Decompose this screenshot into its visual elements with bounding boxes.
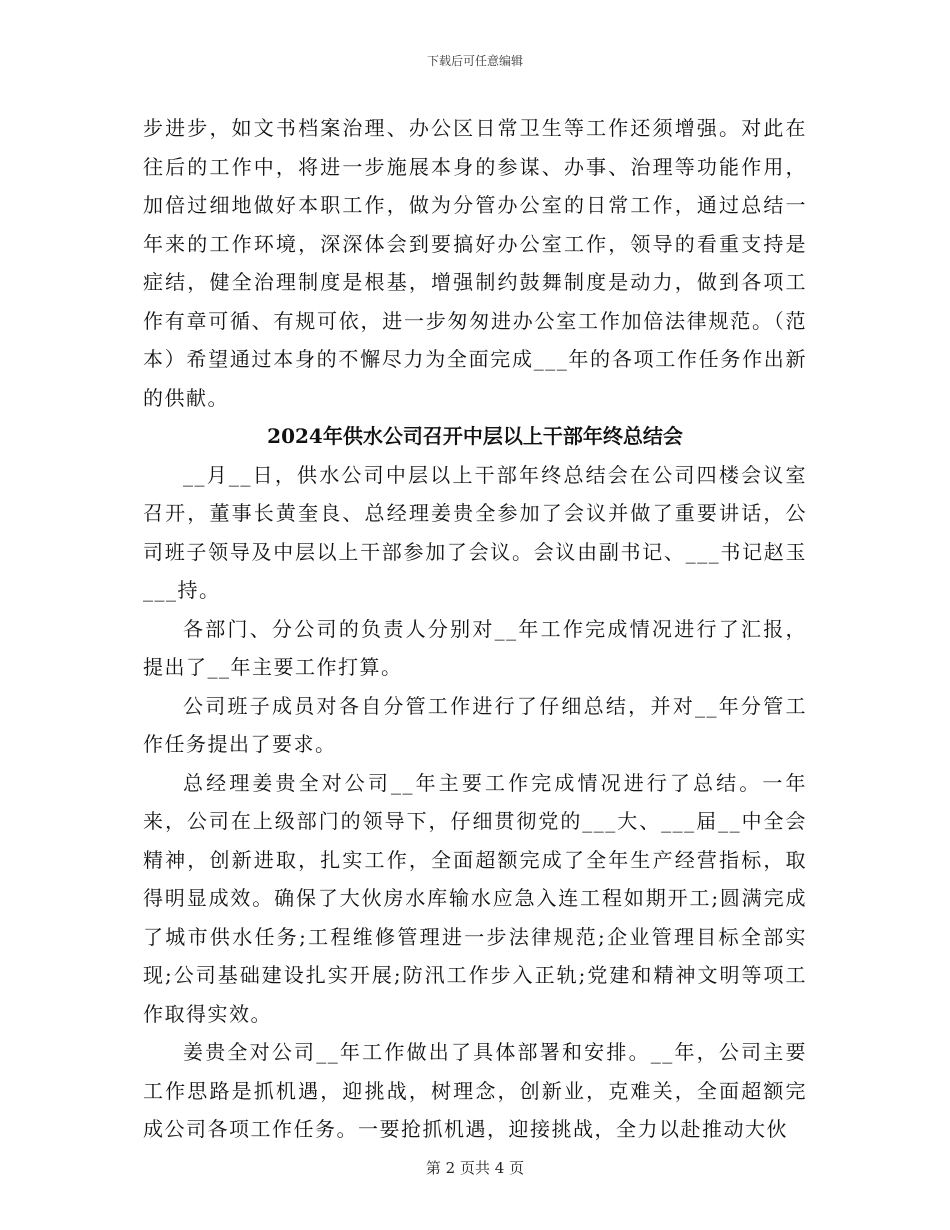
paragraph: 总经理姜贵全对公司__年主要工作完成情况进行了总结。一年来，公司在上级部门的领导下，仔细贯彻党的___大、___届__中全会精神，创新进取，扎实工作，全面超额完成了全年生产经营指标，取得明显成效。确保了大伙房水库输水应急入连工程如期开工;圆满完成了城市供水任务;工程维修管理进一步法律规范;企业管理目标全部实现;公司基础建设扎实开展;防汛工作步入正轨;党建和精神文明等项工作取得实效。 (143, 770, 807, 1026)
page-header: 下载后可任意编辑 (426, 54, 523, 68)
page-number: 第 2 页共 4 页 (425, 1159, 525, 1177)
paragraph: 姜贵全对公司__年工作做出了具体部署和安排。__年，公司主要工作思路是抓机遇，迎挑战，树理念，创新业，克难关，全面超额完成公司各项工作任务。一要抢抓机遇，迎接挑战，全力以赴推动大伙 (143, 1040, 807, 1141)
article-title: 2024年供水公司召开中层以上干部年终总结会 (267, 424, 683, 448)
paragraph: 公司班子成员对各自分管工作进行了仔细总结，并对__年分管工作任务提出了要求。 (143, 693, 807, 756)
paragraph: 各部门、分公司的负责人分别对__年工作完成情况进行了汇报，提出了__年主要工作打算。 (143, 616, 807, 679)
paragraph: 步进步，如文书档案治理、办公区日常卫生等工作还须增强。对此在往后的工作中，将进一步施展本身的参谋、办事、治理等功能作用，加倍过细地做好本职工作，做为分管办公室的日常工作，通过总结一年来的工作环境，深深体会到要搞好办公室工作，领导的看重支持是症结，健全治理制度是根基，增强制约鼓舞制度是动力，做到各项工作有章可循、有规可依，进一步匆匆进办公室工作加倍法律规范。（范本）希望通过本身的不懈尽力为全面完成___年的各项工作任务作出新的供献。 (143, 116, 807, 410)
paragraph: __月__日，供水公司中层以上干部年终总结会在公司四楼会议室召开，董事长黄奎良、总经理姜贵全参加了会议并做了重要讲话，公司班子领导及中层以上干部参加了会议。会议由副书记、___书记赵玉___持。 (143, 462, 807, 602)
document-body (143, 109, 807, 1149)
